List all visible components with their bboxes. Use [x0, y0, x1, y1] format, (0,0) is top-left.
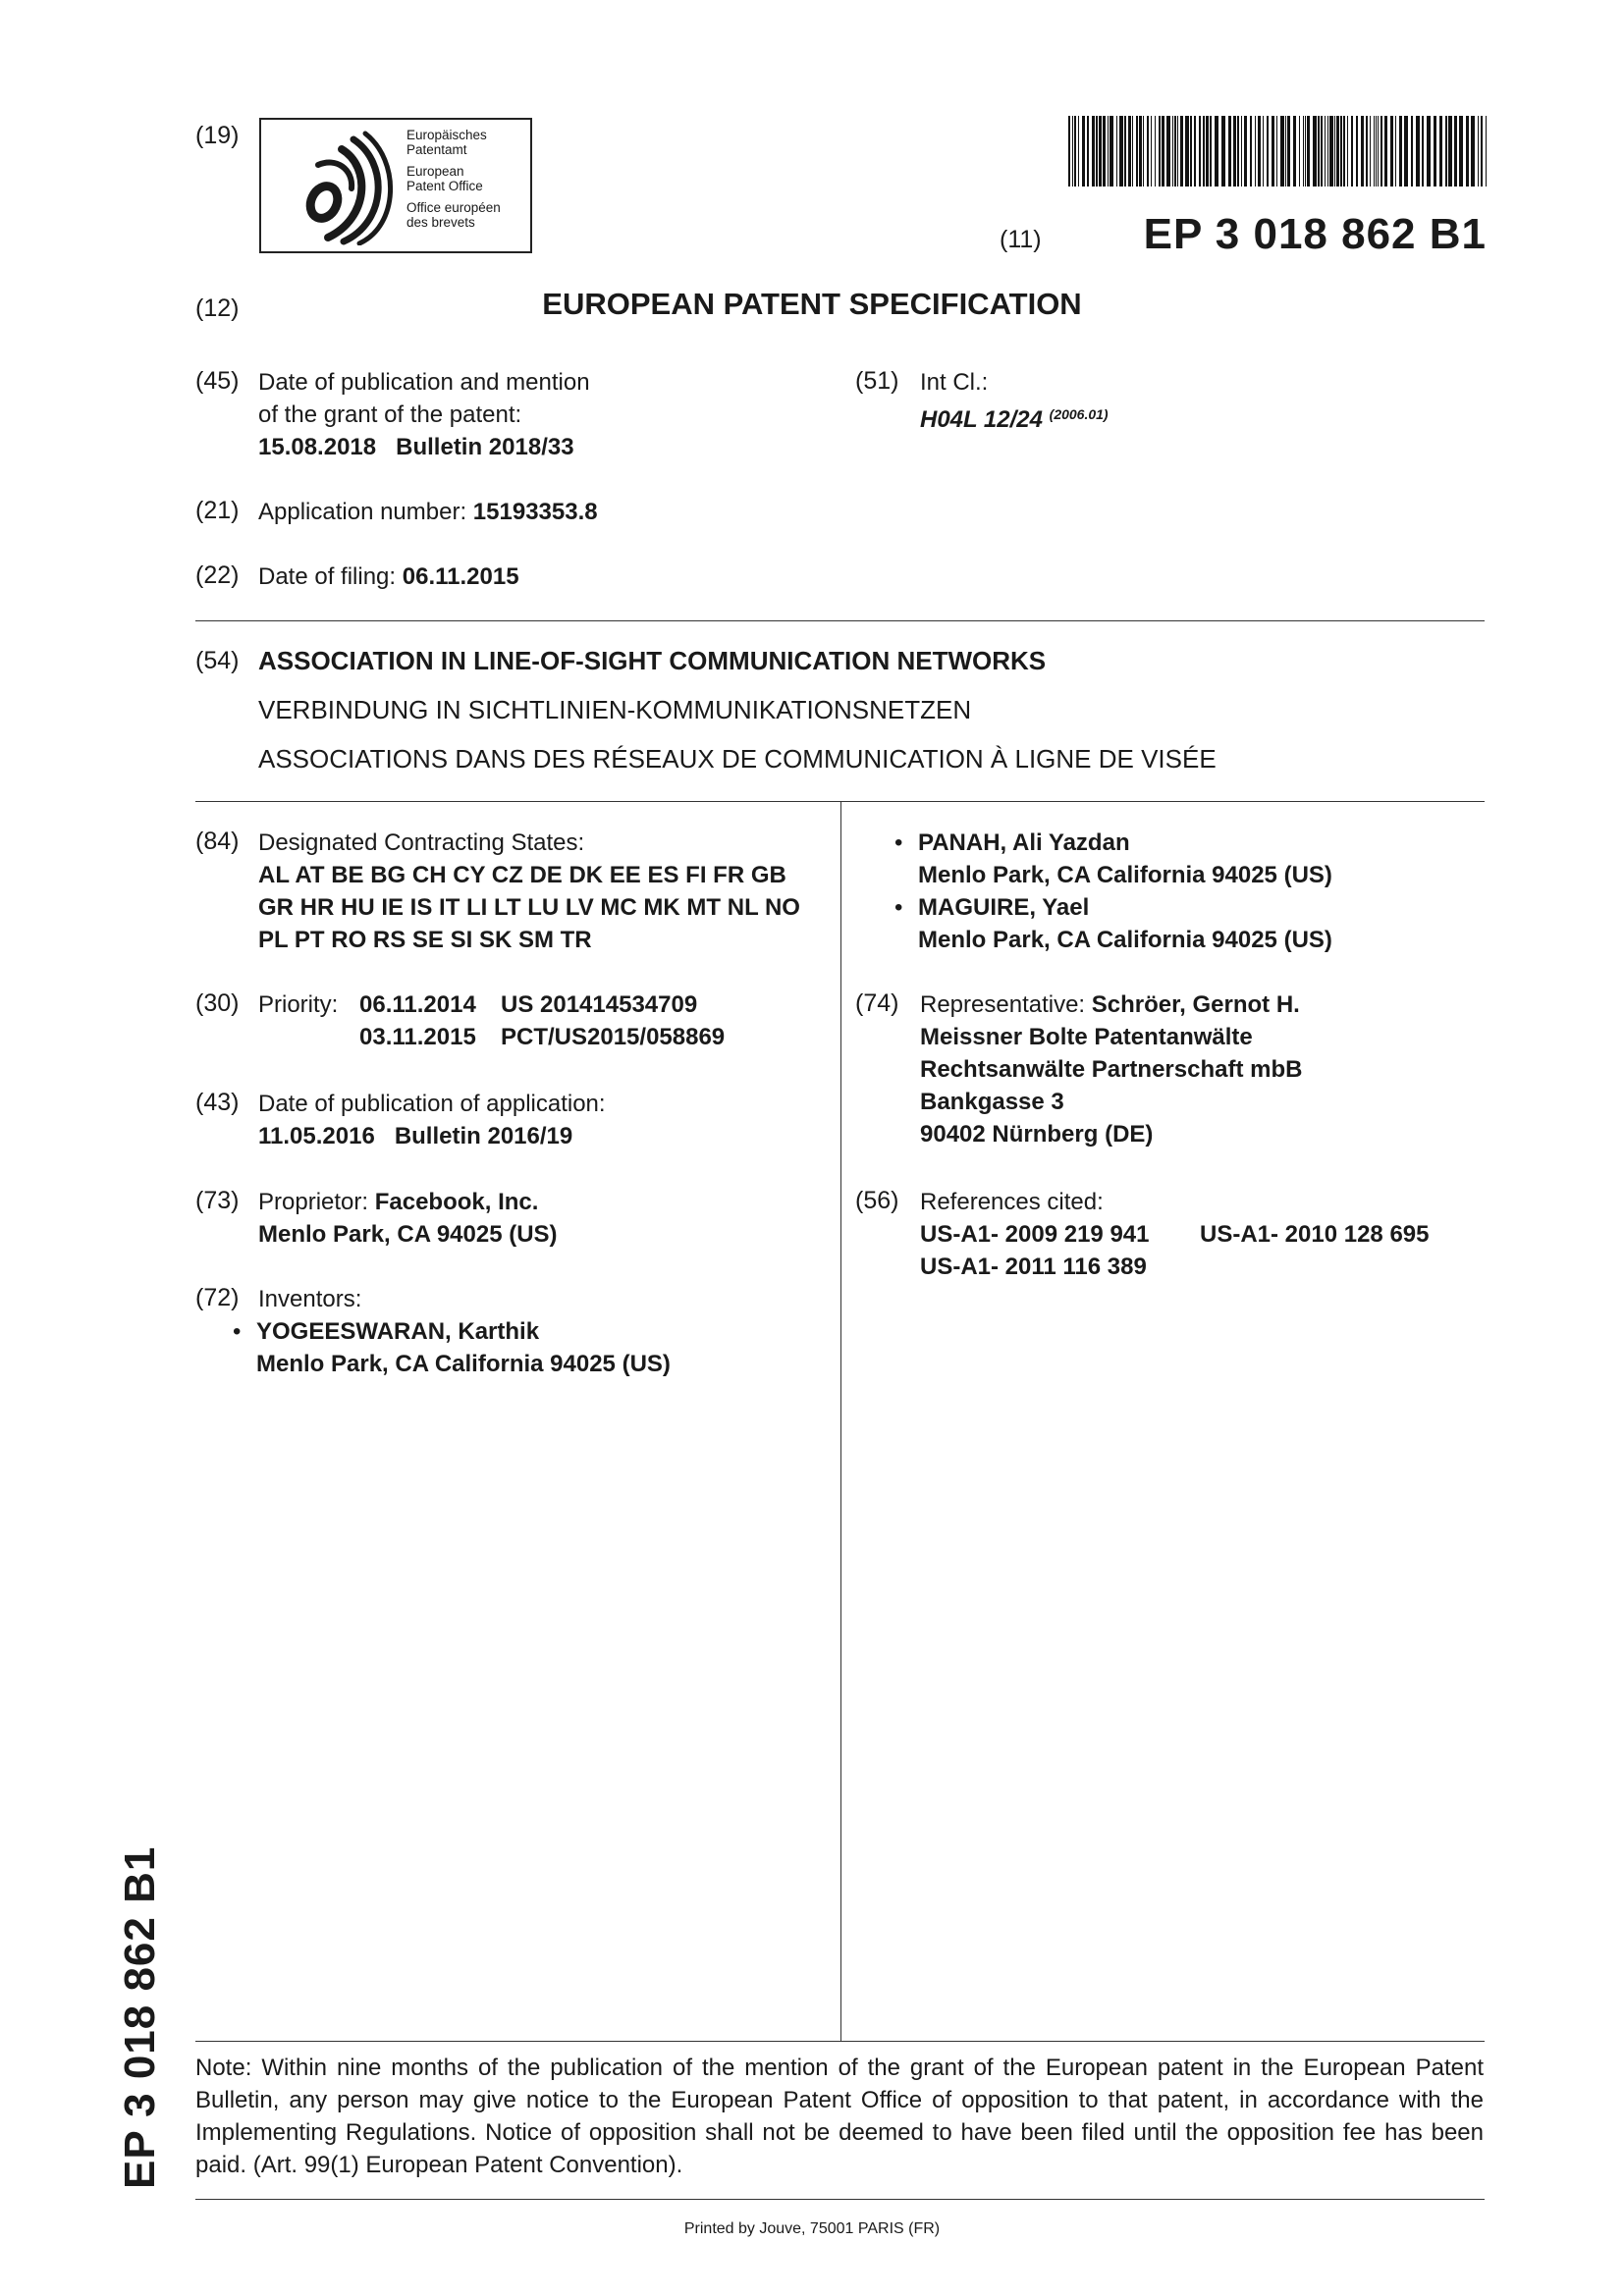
invention-title-block	[258, 645, 1217, 792]
office-names	[406, 128, 501, 230]
inid-code-22: (22)	[195, 561, 240, 589]
priority-ref-1: US 201414534709	[501, 991, 698, 1018]
bullet-icon: •	[894, 894, 903, 921]
office-name-fr-1: Office européen	[406, 200, 501, 215]
title-de: VERBINDUNG IN SICHTLINIEN-KOMMUNIKATIONSNETZEN	[258, 695, 972, 724]
inventor-name-2: PANAH, Ali Yazdan	[918, 829, 1130, 856]
office-name-fr-2: des brevets	[406, 215, 475, 230]
inid-code-73: (73)	[195, 1187, 240, 1214]
publication-label-2: of the grant of the patent:	[258, 401, 522, 428]
inventor-name-3: MAGUIRE, Yael	[918, 894, 1090, 921]
document-number: EP 3 018 862 B1	[1143, 210, 1487, 258]
reference-2: US-A1- 2010 128 695	[1200, 1221, 1430, 1248]
opposition-note: Note: Within nine months of the publication of the mention of the grant of the European patent in the European Patent Bulletin, any person may give notice to the European Patent Office of opposition to that patent, in accordance with the Implementing Regulations. Notice of opposition shall not be deemed to have been filed until the opposition fee has been paid. (Art. 99(1) European Patent Convention).	[195, 2055, 1484, 2178]
representative-name: Schröer, Gernot H.	[1091, 991, 1300, 1018]
app-publication-block	[258, 1088, 606, 1152]
classification-block	[920, 366, 1109, 436]
title-en: ASSOCIATION IN LINE-OF-SIGHT COMMUNICATION NETWORKS	[258, 646, 1047, 675]
divider-footer	[195, 2199, 1485, 2200]
publication-bulletin: Bulletin 2018/33	[396, 434, 574, 460]
publication-block	[258, 366, 590, 463]
inventor-address-2: Menlo Park, CA California 94025 (US)	[918, 862, 1332, 888]
reference-1: US-A1- 2009 219 941	[920, 1221, 1150, 1248]
representative-label: Representative:	[920, 991, 1086, 1018]
inventor-address-1: Menlo Park, CA California 94025 (US)	[256, 1351, 671, 1377]
designated-states-line-1: AL AT BE BG CH CY CZ DE DK EE ES FI FR GB	[258, 862, 786, 888]
inid-code-72: (72)	[195, 1284, 240, 1311]
application-row	[258, 496, 598, 528]
publication-label-1: Date of publication and mention	[258, 369, 590, 396]
office-name-de-2: Patentamt	[406, 142, 467, 157]
office-name-de-1: Europäisches	[406, 128, 487, 142]
bullet-icon: •	[894, 829, 903, 856]
inventor-address-3: Menlo Park, CA California 94025 (US)	[918, 927, 1332, 953]
column-divider	[840, 801, 841, 2041]
priority-label: Priority:	[258, 991, 339, 1018]
inid-code-74: (74)	[855, 989, 899, 1017]
inid-code-30: (30)	[195, 989, 240, 1017]
designated-states-line-2: GR HR HU IE IS IT LI LT LU LV MC MK MT NL NO	[258, 894, 800, 921]
application-number: 15193353.8	[472, 499, 598, 525]
bullet-icon: •	[233, 1318, 242, 1345]
representative-block	[920, 988, 1302, 1150]
epo-logo-icon	[275, 128, 397, 245]
designated-states-line-3: PL PT RO RS SE SI SK SM TR	[258, 927, 592, 953]
reference-3: US-A1- 2011 116 389	[920, 1254, 1147, 1280]
inid-code-45: (45)	[195, 367, 240, 395]
inid-code-54: (54)	[195, 647, 240, 674]
filing-date: 06.11.2015	[402, 563, 519, 590]
proprietor-block	[258, 1186, 558, 1251]
inventors-label: Inventors:	[258, 1286, 362, 1312]
classification-version: (2006.01)	[1049, 406, 1109, 422]
proprietor-address: Menlo Park, CA 94025 (US)	[258, 1221, 558, 1248]
inid-code-51: (51)	[855, 367, 899, 395]
representative-line-1: Meissner Bolte Patentanwälte	[920, 1024, 1253, 1050]
inid-code-84: (84)	[195, 828, 240, 855]
classification-value: H04L 12/24	[920, 406, 1043, 433]
priority-ref-2: PCT/US2015/058869	[501, 1024, 726, 1050]
divider-top	[195, 620, 1485, 621]
printer-credit: Printed by Jouve, 75001 PARIS (FR)	[683, 2220, 941, 2237]
priority-entries	[359, 988, 725, 1053]
priority-date-1: 06.11.2014	[359, 991, 476, 1018]
inventor-name-1: YOGEESWARAN, Karthik	[256, 1318, 540, 1345]
filing-row	[258, 561, 519, 593]
inid-code-19: (19)	[195, 122, 240, 149]
divider-bottom	[195, 2041, 1485, 2042]
office-name-en-1: European	[406, 164, 464, 179]
inid-code-56: (56)	[855, 1187, 899, 1214]
inid-code-12: (12)	[195, 294, 240, 322]
side-document-number: EP 3 018 862 B1	[116, 1845, 164, 2189]
publication-date: 15.08.2018	[258, 434, 377, 460]
proprietor-name: Facebook, Inc.	[374, 1189, 539, 1215]
office-name-en-2: Patent Office	[406, 179, 483, 193]
app-publication-date: 11.05.2016	[258, 1123, 375, 1149]
inid-code-11: (11)	[1000, 226, 1042, 253]
representative-line-2: Rechtsanwälte Partnerschaft mbB	[920, 1056, 1303, 1083]
filing-label: Date of filing:	[258, 563, 397, 590]
references-block	[920, 1186, 1429, 1283]
app-publication-bulletin: Bulletin 2016/19	[394, 1123, 573, 1149]
specification-title: EUROPEAN PATENT SPECIFICATION	[542, 287, 1082, 321]
classification-label: Int Cl.:	[920, 369, 989, 396]
barcode-icon	[1068, 116, 1487, 187]
title-fr: ASSOCIATIONS DANS DES RÉSEAUX DE COMMUNICATION À LIGNE DE VISÉE	[258, 744, 1217, 774]
app-publication-label: Date of publication of application:	[258, 1091, 606, 1117]
designated-states-label: Designated Contracting States:	[258, 829, 585, 856]
inventor-entries-continued	[894, 827, 1332, 956]
inventor-entry	[233, 1315, 671, 1380]
priority-date-2: 03.11.2015	[359, 1024, 476, 1050]
proprietor-label: Proprietor:	[258, 1189, 369, 1215]
inid-code-43: (43)	[195, 1089, 240, 1116]
epo-logo	[259, 118, 532, 253]
designated-states-block	[258, 827, 800, 956]
representative-line-4: 90402 Nürnberg (DE)	[920, 1121, 1154, 1148]
application-label: Application number:	[258, 499, 467, 525]
references-label: References cited:	[920, 1189, 1104, 1215]
inid-code-21: (21)	[195, 497, 240, 524]
representative-line-3: Bankgasse 3	[920, 1089, 1064, 1115]
